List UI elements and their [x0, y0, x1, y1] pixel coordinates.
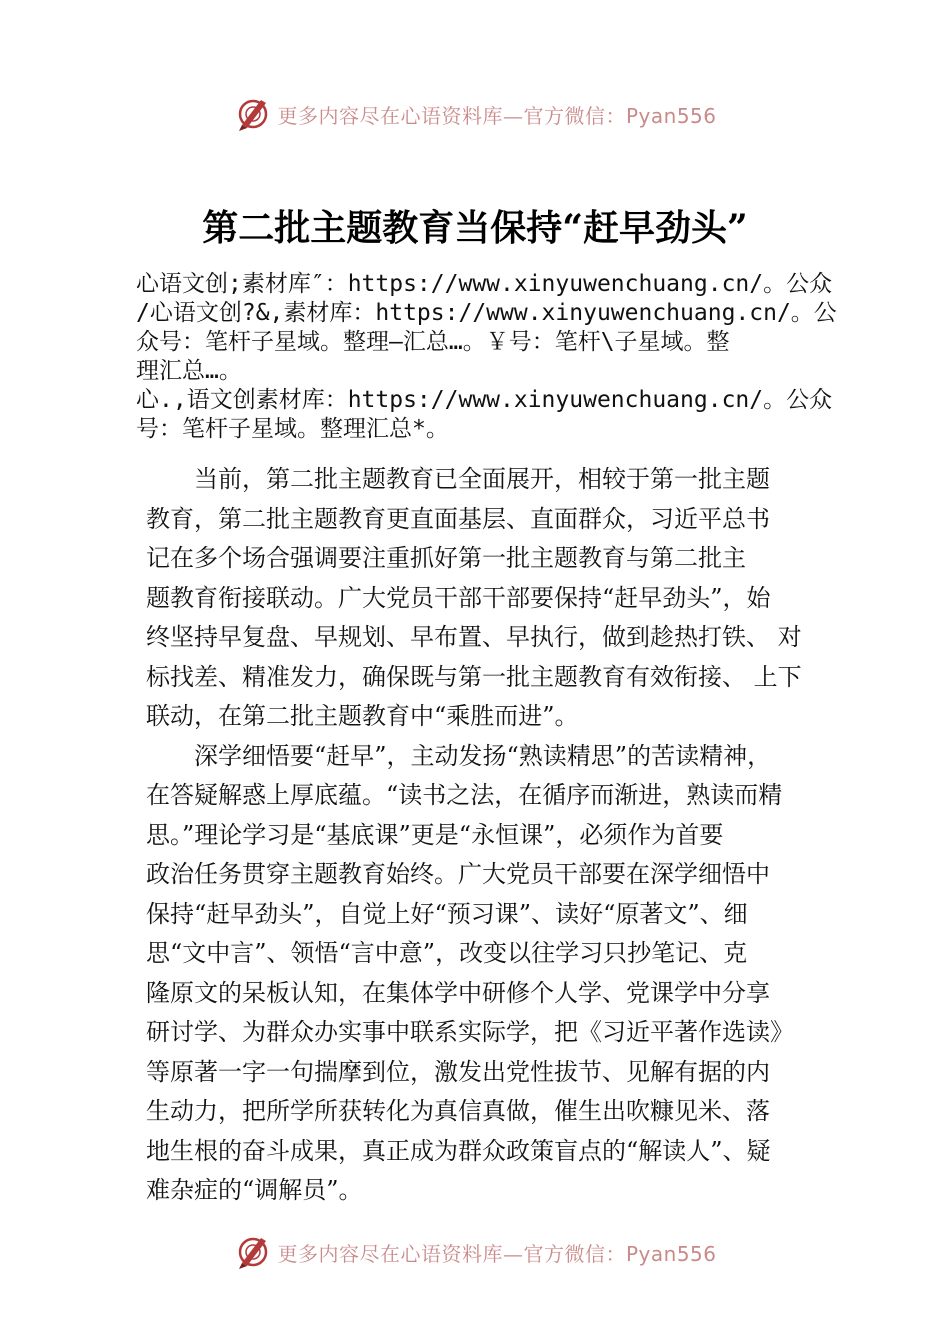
banner-label: 更多内容尽在心语资料库—官方微信： [277, 103, 626, 128]
body-line: 等原著一字一句揣摩到位，激发出党性拔节、见解有据的内 [146, 1057, 770, 1086]
body-line: 地生根的奋斗成果，真正成为群众政策盲点的“解读人”、疑 [146, 1136, 771, 1165]
banner-handle: Pyan556 [625, 103, 717, 128]
body-line: 标找差、精准发力，确保既与第一批主题教育有效衔接、 上下 [146, 662, 802, 691]
article-body [146, 460, 810, 1211]
pen-logo-icon [233, 1232, 273, 1272]
body-line: 联动，在第二批主题教育中“乘胜而进”。 [146, 702, 579, 730]
meta-line: 众号：笔杆子星域。整理—汇总…。￥号：笔杆\子星域。整 [136, 329, 730, 355]
body-line: 研讨学、为群众办实事中联系实际学，把《习近平著作选读》 [146, 1018, 794, 1046]
banner-text [277, 100, 716, 129]
header-banner [0, 92, 950, 136]
source-notes [136, 270, 837, 444]
body-line: 思“文中言”、领悟“言中意”，改变以往学习只抄笔记、克 [146, 939, 748, 967]
banner-label: 更多内容尽在心语资料库—官方微信： [277, 1241, 626, 1266]
body-line: 生动力，把所学所获转化为真信真做，催生出吹糠见米、落 [146, 1097, 770, 1125]
meta-line: 号：笔杆子星域。整理汇总*。 [136, 416, 449, 442]
body-line: 深学细悟要“赶早”，主动发扬“熟读精思”的苦读精神， [194, 741, 772, 770]
body-line: 当前，第二批主题教育已全面展开，相较于第一批主题 [194, 465, 770, 493]
page-title: 第二批主题教育当保持“赶早劲头” [202, 207, 748, 249]
body-line: 题教育衔接联动。广大党员干部干部要保持“赶早劲头”，始 [146, 583, 771, 612]
body-line: 难杂症的“调解员”。 [146, 1176, 363, 1204]
meta-line: 心语文创;素材库″：https://www.xinyuwenchuang.cn/。公众 [136, 271, 833, 297]
body-line: 记在多个场合强调要注重抓好第一批主题教育与第二批主 [146, 544, 746, 572]
body-line: 教育，第二批主题教育更直面基层、直面群众，习近平总书 [146, 504, 770, 533]
pen-logo-icon [233, 94, 273, 134]
meta-line: 心.,语文创素材库：https://www.xinyuwenchuang.cn/。公众 [136, 387, 833, 413]
banner-text [277, 1238, 716, 1267]
body-line: 在答疑解惑上厚底蕴。“读书之法，在循序而渐进，熟读而精 [146, 781, 783, 809]
body-line: 思。”理论学习是“基底课”更是“永恒课”，必须作为首要 [146, 820, 724, 849]
banner-handle: Pyan556 [625, 1241, 717, 1266]
meta-line: /心语文创?&,素材库：https://www.xinyuwenchuang.cn/。公 [136, 300, 837, 326]
body-line: 政治任务贯穿主题教育始终。广大党员干部要在深学细悟中 [146, 860, 770, 888]
meta-line: 理汇总…。 [136, 358, 242, 384]
body-line: 终坚持早复盘、早规划、早布置、早执行，做到趁热打铁、 对 [146, 623, 802, 651]
body-line: 保持“赶早劲头”，自觉上好“预习课”、读好“原著文”、细 [146, 899, 748, 928]
body-line: 隆原文的呆板认知，在集体学中研修个人学、党课学中分享 [146, 978, 770, 1007]
footer-banner [0, 1230, 950, 1274]
